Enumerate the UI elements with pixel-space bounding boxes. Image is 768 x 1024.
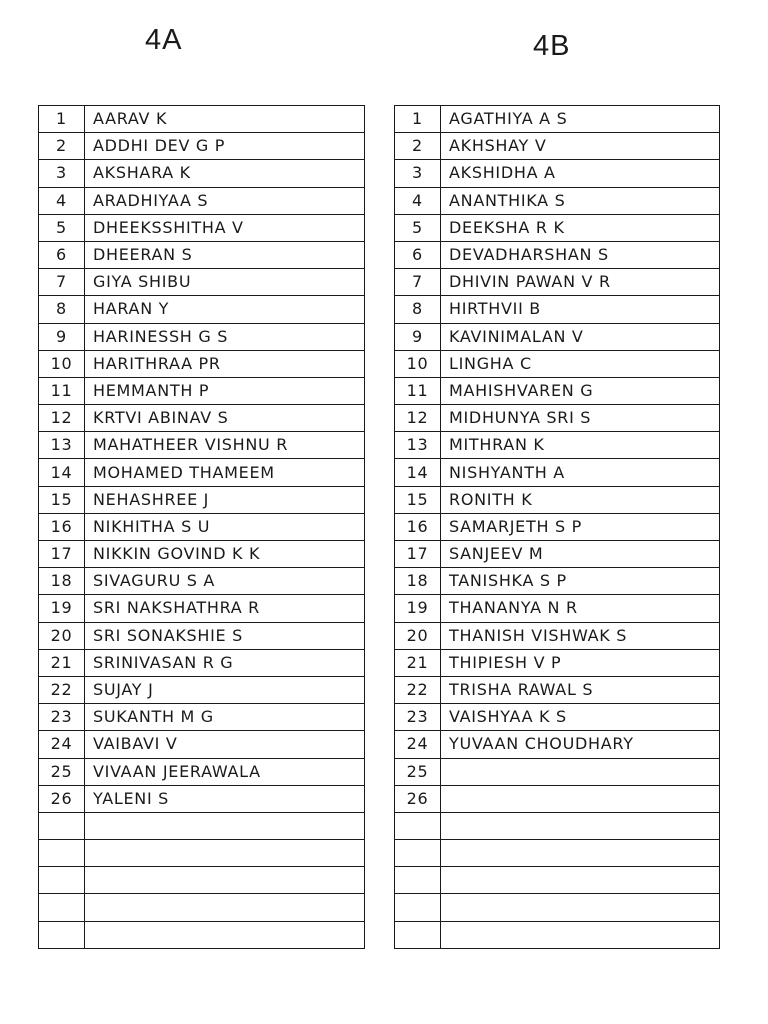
table-row — [395, 649, 720, 676]
roll-number-cell: 7 — [395, 269, 441, 296]
table-row — [395, 785, 720, 812]
table-row — [39, 541, 365, 568]
table-row — [39, 676, 365, 703]
roll-number-cell: 13 — [39, 432, 85, 459]
student-name-cell: MAHISHVAREN G — [441, 377, 720, 404]
student-name-cell: MAHATHEER VISHNU R — [85, 432, 365, 459]
student-name-cell — [441, 921, 720, 948]
roll-number-cell: 21 — [395, 649, 441, 676]
student-name-cell: DHEEKSSHITHA V — [85, 214, 365, 241]
table-row — [39, 377, 365, 404]
roster-table-4b — [394, 105, 720, 949]
student-name-cell: AARAV K — [85, 106, 365, 133]
student-name-cell: DEEKSHA R K — [441, 214, 720, 241]
student-name-cell: ADDHI DEV G P — [85, 133, 365, 160]
student-name-cell: TRISHA RAWAL S — [441, 676, 720, 703]
student-name-cell: MIDHUNYA SRI S — [441, 405, 720, 432]
student-name-cell: NISHYANTH A — [441, 459, 720, 486]
section-title-4b: 4B — [533, 30, 571, 62]
roll-number-cell: 18 — [39, 568, 85, 595]
section-title-4a: 4A — [145, 24, 183, 56]
roll-number-cell: 11 — [39, 377, 85, 404]
student-name-cell: GIYA SHIBU — [85, 269, 365, 296]
roll-number-cell: 19 — [395, 595, 441, 622]
table-row — [395, 568, 720, 595]
table-row — [395, 214, 720, 241]
roll-number-cell: 8 — [39, 296, 85, 323]
roll-number-cell — [39, 921, 85, 948]
table-row — [395, 894, 720, 921]
table-row — [39, 867, 365, 894]
student-name-cell: AGATHIYA A S — [441, 106, 720, 133]
roll-number-cell: 22 — [395, 676, 441, 703]
roll-number-cell: 17 — [39, 541, 85, 568]
student-name-cell — [441, 758, 720, 785]
table-row — [39, 133, 365, 160]
student-name-cell: AKSHARA K — [85, 160, 365, 187]
table-row — [395, 296, 720, 323]
student-name-cell: THANISH VISHWAK S — [441, 622, 720, 649]
student-name-cell — [85, 840, 365, 867]
roll-number-cell — [39, 867, 85, 894]
table-row — [395, 840, 720, 867]
table-row — [39, 214, 365, 241]
roll-number-cell: 20 — [39, 622, 85, 649]
roll-number-cell: 25 — [395, 758, 441, 785]
student-name-cell: ANANTHIKA S — [441, 187, 720, 214]
roll-number-cell — [395, 840, 441, 867]
student-name-cell: DHIVIN PAWAN V R — [441, 269, 720, 296]
student-name-cell: KRTVI ABINAV S — [85, 405, 365, 432]
table-row — [395, 133, 720, 160]
table-row — [39, 160, 365, 187]
roll-number-cell: 25 — [39, 758, 85, 785]
student-name-cell: ARADHIYAA S — [85, 187, 365, 214]
roll-number-cell: 10 — [39, 350, 85, 377]
roll-number-cell: 26 — [395, 785, 441, 812]
table-row — [395, 758, 720, 785]
student-name-cell: VIVAAN JEERAWALA — [85, 758, 365, 785]
student-name-cell: VAIBAVI V — [85, 731, 365, 758]
roll-number-cell: 12 — [39, 405, 85, 432]
student-name-cell: YUVAAN CHOUDHARY — [441, 731, 720, 758]
table-row — [39, 106, 365, 133]
table-row — [39, 622, 365, 649]
roll-number-cell: 13 — [395, 432, 441, 459]
student-name-cell — [441, 785, 720, 812]
roll-number-cell: 8 — [395, 296, 441, 323]
table-row — [395, 241, 720, 268]
table-row — [395, 812, 720, 839]
roll-number-cell: 20 — [395, 622, 441, 649]
roll-number-cell — [39, 894, 85, 921]
student-name-cell — [85, 894, 365, 921]
student-name-cell — [441, 812, 720, 839]
student-name-cell: SANJEEV M — [441, 541, 720, 568]
table-row — [395, 731, 720, 758]
roll-number-cell: 2 — [395, 133, 441, 160]
roster-table-body-4a — [39, 106, 365, 949]
table-row — [395, 405, 720, 432]
roll-number-cell: 22 — [39, 676, 85, 703]
student-name-cell: NIKHITHA S U — [85, 513, 365, 540]
roll-number-cell: 16 — [395, 513, 441, 540]
student-name-cell — [85, 867, 365, 894]
roll-number-cell: 17 — [395, 541, 441, 568]
table-row — [395, 432, 720, 459]
table-row — [39, 187, 365, 214]
student-name-cell: RONITH K — [441, 486, 720, 513]
roll-number-cell: 2 — [39, 133, 85, 160]
student-name-cell: HIRTHVII B — [441, 296, 720, 323]
table-row — [39, 840, 365, 867]
table-row — [39, 486, 365, 513]
roll-number-cell: 12 — [395, 405, 441, 432]
table-row — [39, 323, 365, 350]
table-row — [395, 704, 720, 731]
student-name-cell — [85, 812, 365, 839]
student-name-cell: NIKKIN GOVIND K K — [85, 541, 365, 568]
table-row — [395, 513, 720, 540]
roll-number-cell: 9 — [39, 323, 85, 350]
table-row — [39, 269, 365, 296]
roll-number-cell: 26 — [39, 785, 85, 812]
student-name-cell: DEVADHARSHAN S — [441, 241, 720, 268]
roll-number-cell: 19 — [39, 595, 85, 622]
roll-number-cell: 4 — [39, 187, 85, 214]
table-row — [39, 296, 365, 323]
table-row — [395, 595, 720, 622]
table-row — [395, 676, 720, 703]
student-name-cell: SUJAY J — [85, 676, 365, 703]
roll-number-cell: 24 — [39, 731, 85, 758]
table-row — [395, 106, 720, 133]
table-row — [39, 812, 365, 839]
student-name-cell: SUKANTH M G — [85, 704, 365, 731]
student-name-cell: NEHASHREE J — [85, 486, 365, 513]
roll-number-cell: 11 — [395, 377, 441, 404]
table-row — [39, 513, 365, 540]
student-name-cell: SAMARJETH S P — [441, 513, 720, 540]
student-name-cell: SRI SONAKSHIE S — [85, 622, 365, 649]
table-row — [395, 486, 720, 513]
table-row — [39, 785, 365, 812]
table-row — [39, 350, 365, 377]
roster-table-4a — [38, 105, 365, 949]
student-name-cell: MOHAMED THAMEEM — [85, 459, 365, 486]
student-name-cell: SRI NAKSHATHRA R — [85, 595, 365, 622]
student-name-cell: HEMMANTH P — [85, 377, 365, 404]
roll-number-cell: 5 — [395, 214, 441, 241]
roll-number-cell: 1 — [395, 106, 441, 133]
roll-number-cell — [39, 812, 85, 839]
roll-number-cell: 3 — [395, 160, 441, 187]
student-name-cell: AKHSHAY V — [441, 133, 720, 160]
student-name-cell: DHEERAN S — [85, 241, 365, 268]
table-row — [39, 649, 365, 676]
student-name-cell: HARAN Y — [85, 296, 365, 323]
table-row — [395, 459, 720, 486]
table-row — [395, 377, 720, 404]
student-name-cell — [441, 840, 720, 867]
student-name-cell: THIPIESH V P — [441, 649, 720, 676]
student-name-cell: SIVAGURU S A — [85, 568, 365, 595]
roll-number-cell: 6 — [395, 241, 441, 268]
table-row — [395, 541, 720, 568]
roll-number-cell: 15 — [39, 486, 85, 513]
student-name-cell: YALENI S — [85, 785, 365, 812]
student-name-cell: HARITHRAA PR — [85, 350, 365, 377]
roll-number-cell: 5 — [39, 214, 85, 241]
table-row — [395, 187, 720, 214]
roll-number-cell — [395, 894, 441, 921]
table-row — [39, 241, 365, 268]
student-name-cell: KAVINIMALAN V — [441, 323, 720, 350]
roll-number-cell: 4 — [395, 187, 441, 214]
student-name-cell: LINGHA C — [441, 350, 720, 377]
table-row — [39, 894, 365, 921]
roster-table-body-4b — [395, 106, 720, 949]
roll-number-cell — [39, 840, 85, 867]
student-name-cell: THANANYA N R — [441, 595, 720, 622]
student-name-cell: TANISHKA S P — [441, 568, 720, 595]
student-name-cell: VAISHYAA K S — [441, 704, 720, 731]
roll-number-cell: 1 — [39, 106, 85, 133]
student-name-cell: HARINESSH G S — [85, 323, 365, 350]
student-name-cell — [85, 921, 365, 948]
table-row — [395, 323, 720, 350]
roll-number-cell: 24 — [395, 731, 441, 758]
table-row — [39, 595, 365, 622]
table-row — [395, 350, 720, 377]
roll-number-cell: 9 — [395, 323, 441, 350]
table-row — [395, 160, 720, 187]
table-row — [395, 622, 720, 649]
roll-number-cell: 6 — [39, 241, 85, 268]
roll-number-cell: 3 — [39, 160, 85, 187]
table-row — [39, 731, 365, 758]
roll-number-cell: 14 — [395, 459, 441, 486]
roll-number-cell: 10 — [395, 350, 441, 377]
roll-number-cell: 21 — [39, 649, 85, 676]
table-row — [39, 704, 365, 731]
roll-number-cell: 23 — [39, 704, 85, 731]
roll-number-cell — [395, 867, 441, 894]
roll-number-cell: 14 — [39, 459, 85, 486]
student-name-cell: AKSHIDHA A — [441, 160, 720, 187]
roll-number-cell: 15 — [395, 486, 441, 513]
table-row — [39, 758, 365, 785]
roll-number-cell: 16 — [39, 513, 85, 540]
roll-number-cell — [395, 812, 441, 839]
roll-number-cell: 18 — [395, 568, 441, 595]
table-row — [39, 568, 365, 595]
roll-number-cell: 7 — [39, 269, 85, 296]
roll-number-cell — [395, 921, 441, 948]
table-row — [395, 269, 720, 296]
table-row — [395, 921, 720, 948]
student-name-cell: SRINIVASAN R G — [85, 649, 365, 676]
student-name-cell — [441, 867, 720, 894]
student-name-cell — [441, 894, 720, 921]
table-row — [39, 921, 365, 948]
table-row — [39, 405, 365, 432]
roll-number-cell: 23 — [395, 704, 441, 731]
student-name-cell: MITHRAN K — [441, 432, 720, 459]
table-row — [39, 459, 365, 486]
table-row — [395, 867, 720, 894]
table-row — [39, 432, 365, 459]
